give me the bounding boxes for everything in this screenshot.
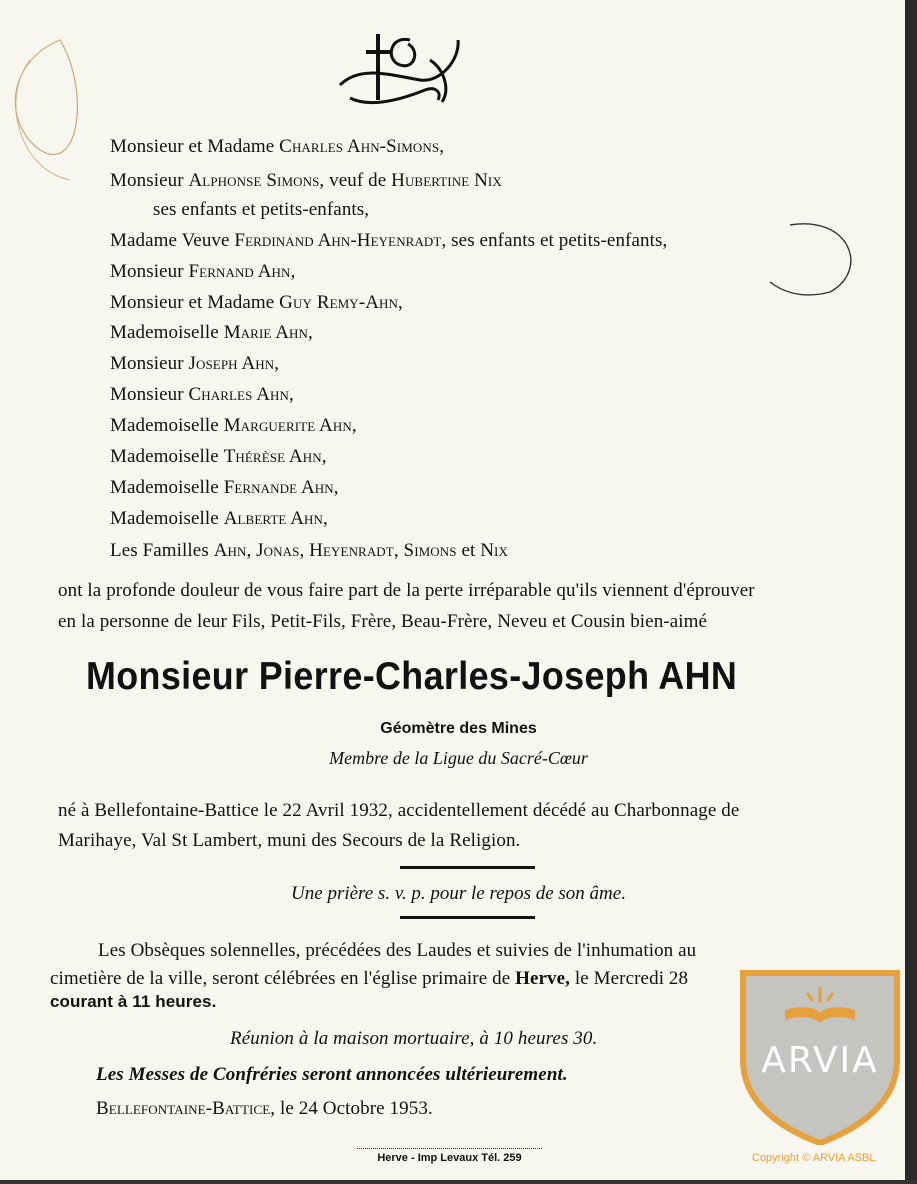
copyright-text: Copyright © ARVIA ASBL	[752, 1152, 876, 1164]
details-line-2: Marihaye, Val St Lambert, muni des Secours de la Religion.	[58, 830, 521, 851]
family-line-6	[110, 292, 403, 314]
family-line-4	[110, 230, 667, 252]
family-line-2-name: Alphonse Simons,	[188, 170, 325, 191]
family-line-5-prefix: Monsieur	[110, 261, 189, 282]
monogram	[330, 30, 470, 110]
family-line-6-prefix: Monsieur et Madame	[110, 292, 280, 313]
family-line-11	[110, 446, 327, 468]
divider-top	[400, 866, 535, 869]
deceased-title: Géomètre des Mines	[380, 720, 537, 737]
family-line-13	[110, 508, 328, 530]
family-line-3-text: ses enfants et petits-enfants,	[153, 199, 370, 220]
announce-line-1: ont la profonde douleur de vous faire part de la perte irréparable qu'ils viennent d'éprouver	[58, 580, 755, 601]
scan-edge-right	[905, 0, 917, 1184]
family-line-2-mid: veuf de	[324, 170, 392, 191]
family-line-7	[110, 322, 313, 344]
scan-edge-bottom	[0, 1180, 917, 1184]
family-line-11-prefix: Mademoiselle	[110, 446, 224, 467]
family-line-9-name: Charles Ahn,	[188, 384, 294, 405]
family-line-4-suffix: ses enfants et petits-enfants,	[446, 230, 668, 251]
family-line-6-name: Guy Remy-Ahn,	[279, 292, 403, 313]
funeral-line-1: Les Obsèques solennelles, précédées des Laudes et suivies de l'inhumation au	[98, 940, 697, 961]
place-date	[96, 1098, 433, 1120]
deceased-name: Monsieur Pierre-Charles-Joseph AHN	[86, 655, 738, 698]
funeral-line-2	[50, 968, 688, 990]
prayer-text: Une prière s. v. p. pour le repos de son âme.	[291, 883, 626, 904]
masses-text: Les Messes de Confréries seront annoncées ultérieurement.	[96, 1064, 568, 1085]
funeral-line-2-prefix: cimetière de la ville, seront célébrées en l'église primaire de	[50, 968, 516, 989]
family-line-2-name2: Hubertine Nix	[391, 170, 502, 191]
monogram-ihs-icon	[330, 30, 470, 110]
family-line-13-name: Alberte Ahn,	[223, 508, 328, 529]
divider-bottom	[400, 916, 535, 919]
announce-line-2: en la personne de leur Fils, Petit-Fils, Frère, Beau-Frère, Neveu et Cousin bien-aimé	[58, 611, 708, 632]
family-line-3	[153, 199, 369, 221]
arvia-logo-text: ARVIA	[761, 1040, 879, 1081]
family-line-2	[110, 170, 502, 192]
details-line-1: né à Bellefontaine-Battice le 22 Avril 1932, accidentellement décédé au Charbonnage de	[58, 800, 740, 821]
funeral-line-2-suffix: le Mercredi 28	[570, 968, 689, 989]
family-line-14-name2: Nix	[480, 540, 508, 561]
family-line-9	[110, 384, 294, 406]
family-line-1-prefix: Monsieur et Madame	[110, 136, 280, 157]
family-line-14-prefix: Les Familles	[110, 540, 214, 561]
deceased-membership: Membre de la Ligue du Sacré-Cœur	[329, 748, 588, 768]
family-line-11-name: Thérèse Ahn,	[223, 446, 327, 467]
family-line-12-name: Fernande Ahn,	[223, 477, 339, 498]
family-line-5-name: Fernand Ahn,	[188, 261, 296, 282]
family-line-12	[110, 477, 339, 499]
family-line-8-prefix: Monsieur	[110, 353, 189, 374]
family-line-10	[110, 415, 357, 437]
family-line-4-prefix: Madame Veuve	[110, 230, 235, 251]
family-line-14	[110, 540, 508, 562]
family-line-1-name: Charles Ahn-Simons,	[279, 136, 445, 157]
family-line-4-name: Ferdinand Ahn-Heyenradt,	[234, 230, 447, 251]
family-line-10-name: Marguerite Ahn,	[223, 415, 357, 436]
place-name: Bellefontaine-Battice,	[96, 1098, 276, 1119]
family-line-13-prefix: Mademoiselle	[110, 508, 224, 529]
family-line-7-name: Marie Ahn,	[223, 322, 313, 343]
footer-rule	[357, 1148, 542, 1149]
family-line-14-mid: et	[456, 540, 481, 561]
family-line-5	[110, 261, 295, 283]
funeral-town: Herve,	[515, 968, 571, 989]
family-line-14-names: Ahn, Jonas, Heyenradt, Simons	[213, 540, 457, 561]
family-line-8-name: Joseph Ahn,	[188, 353, 280, 374]
family-line-10-prefix: Mademoiselle	[110, 415, 224, 436]
family-line-7-prefix: Mademoiselle	[110, 322, 224, 343]
family-line-9-prefix: Monsieur	[110, 384, 189, 405]
printer-imprint: Herve - Imp Levaux Tél. 259	[377, 1152, 522, 1164]
funeral-line-3: courant à 11 heures.	[50, 992, 217, 1011]
family-line-2-prefix: Monsieur	[110, 170, 189, 191]
reunion-text: Réunion à la maison mortuaire, à 10 heures 30.	[230, 1028, 598, 1049]
family-line-1	[110, 136, 444, 158]
family-line-12-prefix: Mademoiselle	[110, 477, 224, 498]
family-line-8	[110, 353, 279, 375]
notice-date: le 24 Octobre 1953.	[275, 1098, 433, 1119]
